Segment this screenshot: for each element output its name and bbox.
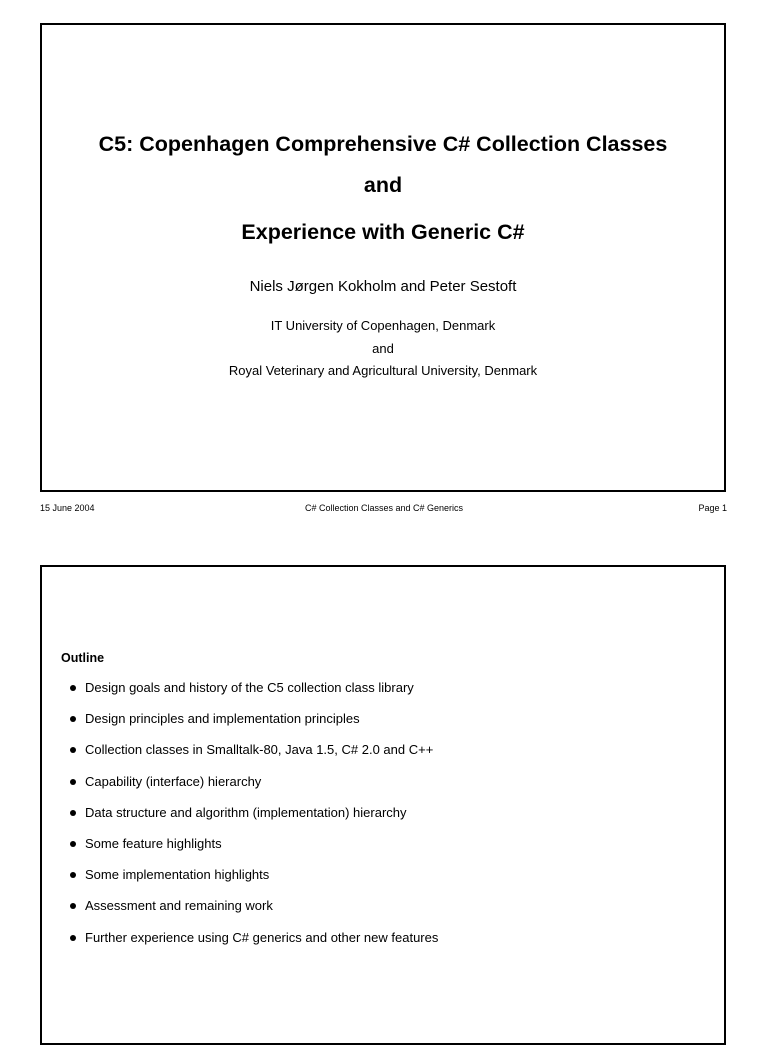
bullet-icon <box>70 935 76 941</box>
bullet-icon <box>70 841 76 847</box>
bullet-icon <box>70 872 76 878</box>
footer-page-number: Page 1 <box>698 503 727 513</box>
affiliation-1: IT University of Copenhagen, Denmark <box>270 318 496 333</box>
list-item-text: Design principles and implementation principles <box>85 711 360 727</box>
title-slide <box>40 23 726 492</box>
list-item <box>70 836 438 867</box>
affiliation-2: Royal Veterinary and Agricultural University, Denmark <box>228 363 538 378</box>
bullet-icon <box>70 716 76 722</box>
list-item-text: Data structure and algorithm (implementation) hierarchy <box>85 804 407 820</box>
slide-title-line-3: Experience with Generic C# <box>241 220 525 244</box>
bullet-icon <box>70 903 76 909</box>
list-item-text: Some implementation highlights <box>85 867 270 883</box>
outline-list <box>70 680 438 961</box>
list-item <box>70 774 438 805</box>
list-item <box>70 711 438 742</box>
slide-title-line-1: C5: Copenhagen Comprehensive C# Collection Classes <box>98 132 668 156</box>
footer-title: C# Collection Classes and C# Generics <box>304 503 464 513</box>
list-item <box>70 867 438 898</box>
slide-title-line-2: and <box>363 173 403 197</box>
bullet-icon <box>70 779 76 785</box>
list-item-text: Assessment and remaining work <box>85 898 273 914</box>
list-item-text: Collection classes in Smalltalk-80, Java 1.5, C# 2.0 and C++ <box>85 742 434 758</box>
bullet-icon <box>70 747 76 753</box>
bullet-icon <box>70 810 76 816</box>
list-item-text: Further experience using C# generics and other new features <box>85 929 439 945</box>
list-item-text: Some feature highlights <box>85 835 222 851</box>
list-item-text: Capability (interface) hierarchy <box>85 773 262 789</box>
list-item-text: Design goals and history of the C5 collection class library <box>85 680 414 695</box>
bullet-icon <box>70 685 76 691</box>
footer-date: 15 June 2004 <box>40 503 95 513</box>
list-item <box>70 930 438 961</box>
outline-heading: Outline <box>61 651 105 665</box>
list-item <box>70 680 438 711</box>
outline-slide <box>40 565 726 1045</box>
affiliation-conjunction: and <box>372 341 394 356</box>
list-item <box>70 898 438 929</box>
authors: Niels Jørgen Kokholm and Peter Sestoft <box>249 278 517 295</box>
list-item <box>70 805 438 836</box>
list-item <box>70 742 438 773</box>
